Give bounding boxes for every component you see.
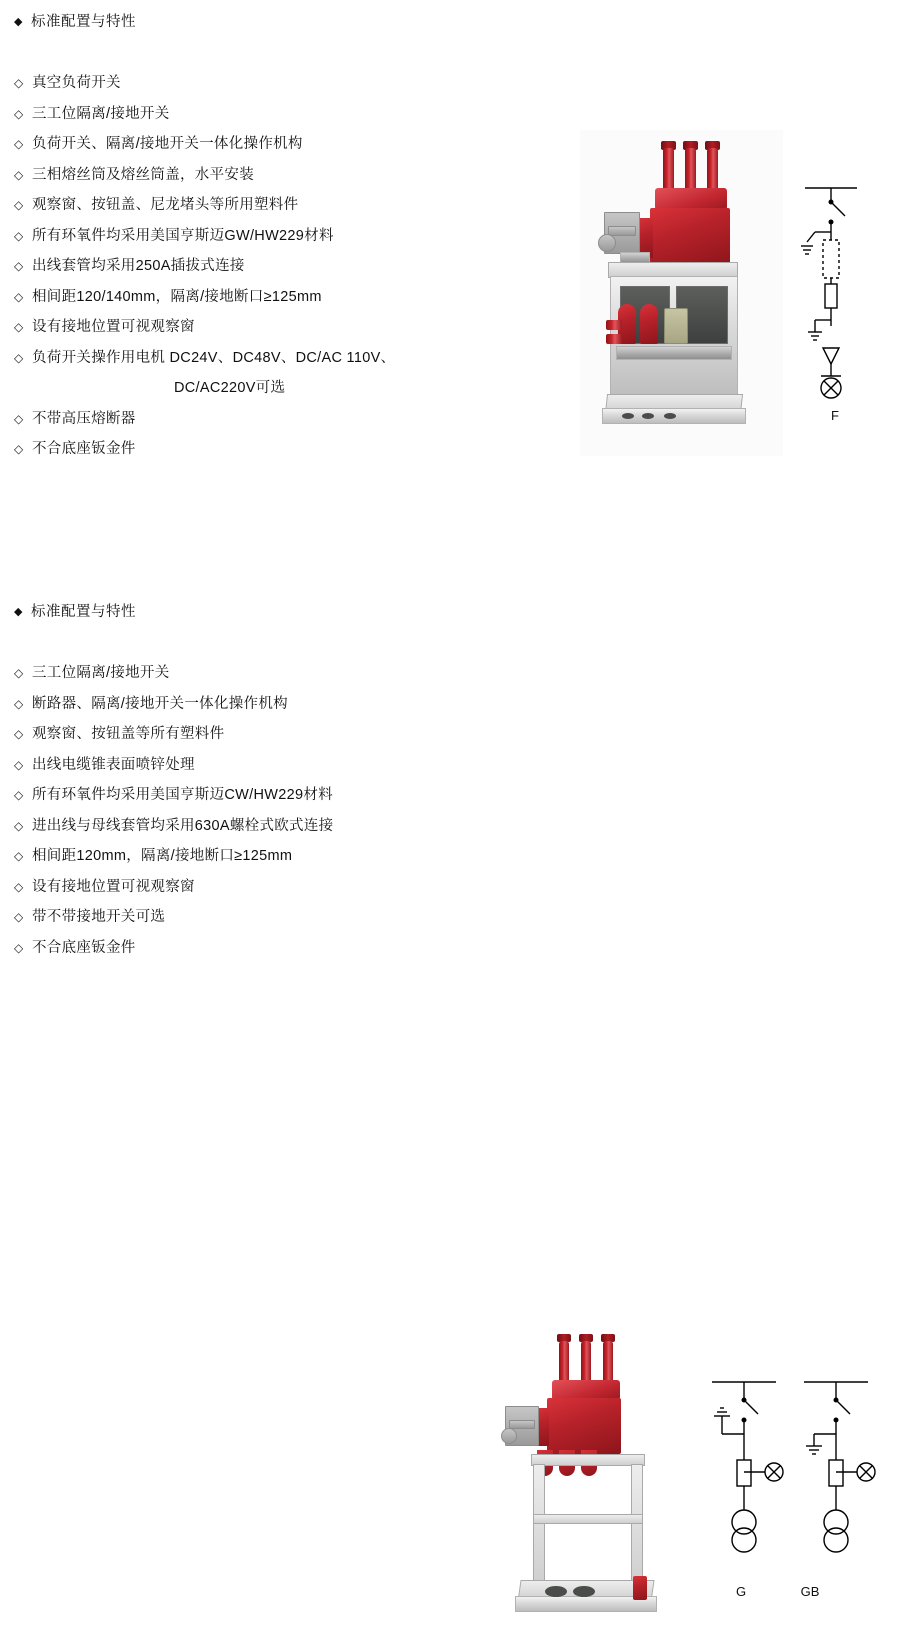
product-photo-load-switch	[580, 130, 783, 456]
open-diamond-icon: ◇	[14, 228, 24, 243]
product-photo-circuit-breaker	[497, 1328, 694, 1633]
list-item	[14, 99, 534, 130]
open-diamond-icon: ◇	[14, 757, 24, 772]
section-1-title	[14, 10, 136, 31]
list-item	[14, 719, 534, 750]
feature-text: 相间距120/140mm，隔离/接地断口≥125mm	[32, 288, 322, 305]
list-item	[14, 221, 534, 252]
list-item	[14, 160, 534, 191]
feature-text: 所有环氧件均采用美国亨斯迈CW/HW229材料	[32, 787, 333, 803]
open-diamond-icon: ◇	[14, 696, 24, 711]
open-diamond-icon: ◇	[14, 76, 24, 90]
list-item	[14, 404, 534, 435]
feature-text: 相间距120mm，隔离/接地断口≥125mm	[32, 848, 293, 864]
list-item	[14, 689, 534, 720]
feature-text: 进出线与母线套管均采用630A螺栓式欧式连接	[32, 817, 334, 834]
schematic-diagram-F	[795, 180, 885, 430]
feature-text: 带不带接地开关可选	[32, 909, 166, 925]
feature-text: 负荷开关、隔离/接地开关一体化操作机构	[32, 136, 303, 152]
list-item	[14, 902, 534, 933]
schematic-diagram-G-GB	[700, 1360, 880, 1610]
open-diamond-icon: ◇	[14, 788, 24, 802]
feature-text: 观察窗、按钮盖等所有塑料件	[32, 726, 225, 742]
open-diamond-icon: ◇	[14, 910, 24, 924]
feature-text: 设有接地位置可视观察窗	[32, 319, 195, 335]
feature-text: 负荷开关操作用电机 DC24V、DC48V、DC/AC 110V、	[32, 349, 396, 366]
filled-diamond-icon: ◆	[14, 16, 23, 28]
open-diamond-icon: ◇	[14, 198, 24, 212]
list-item	[14, 190, 534, 221]
open-diamond-icon: ◇	[14, 259, 24, 273]
list-item	[14, 750, 534, 781]
list-item	[14, 658, 534, 689]
open-diamond-icon: ◇	[14, 289, 24, 304]
feature-text: 观察窗、按钮盖、尼龙堵头等所用塑料件	[32, 197, 299, 213]
open-diamond-icon: ◇	[14, 879, 24, 894]
list-item	[14, 68, 534, 99]
section-1-title-text: 标准配置与特性	[30, 14, 136, 30]
section-2-title-text: 标准配置与特性	[30, 604, 136, 620]
feature-text: 三工位隔离/接地开关	[32, 665, 170, 681]
list-item	[14, 251, 534, 282]
list-item	[14, 282, 534, 313]
open-diamond-icon: ◇	[14, 320, 24, 334]
schematic-label-GB: GB	[800, 1584, 820, 1599]
list-item	[14, 343, 534, 374]
open-diamond-icon: ◇	[14, 411, 24, 426]
feature-text: 三工位隔离/接地开关	[32, 105, 170, 122]
feature-text: 出线套管均采用250A插拔式连接	[32, 258, 245, 274]
list-item	[14, 129, 534, 160]
feature-text: 真空负荷开关	[32, 75, 121, 91]
open-diamond-icon: ◇	[14, 137, 24, 151]
open-diamond-icon: ◇	[14, 849, 24, 863]
feature-text: 出线电缆锥表面喷锌处理	[32, 756, 195, 773]
feature-text: 三相熔丝筒及熔丝筒盖，水平安装	[32, 166, 254, 183]
open-diamond-icon: ◇	[14, 940, 24, 955]
feature-text: 设有接地位置可视观察窗	[32, 878, 195, 895]
filled-diamond-icon: ◆	[14, 606, 23, 618]
open-diamond-icon: ◇	[14, 818, 24, 833]
schematic-label-F: F	[831, 408, 839, 423]
list-item	[14, 811, 534, 842]
section-2-feature-list	[14, 658, 534, 963]
feature-text: 所有环氧件均采用美国亨斯迈GW/HW229材料	[32, 227, 334, 244]
list-item	[14, 434, 534, 465]
list-item	[14, 312, 534, 343]
section-2-title	[14, 600, 136, 621]
open-diamond-icon: ◇	[14, 442, 24, 456]
open-diamond-icon: ◇	[14, 727, 24, 741]
list-item-continuation: DC/AC220V可选	[174, 380, 286, 396]
list-item	[14, 933, 534, 964]
feature-text: 断路器、隔离/接地开关一体化操作机构	[32, 695, 288, 712]
section-1-feature-list	[14, 68, 534, 465]
open-diamond-icon: ◇	[14, 106, 24, 121]
open-diamond-icon: ◇	[14, 350, 24, 365]
list-item	[14, 841, 534, 872]
feature-text: 不带高压熔断器	[32, 410, 136, 427]
list-item	[14, 780, 534, 811]
feature-text: 不合底座钣金件	[32, 441, 136, 457]
list-item	[14, 872, 534, 903]
open-diamond-icon: ◇	[14, 666, 24, 680]
feature-text: 不合底座钣金件	[32, 939, 136, 956]
open-diamond-icon: ◇	[14, 167, 24, 182]
schematic-label-G: G	[735, 1584, 747, 1599]
